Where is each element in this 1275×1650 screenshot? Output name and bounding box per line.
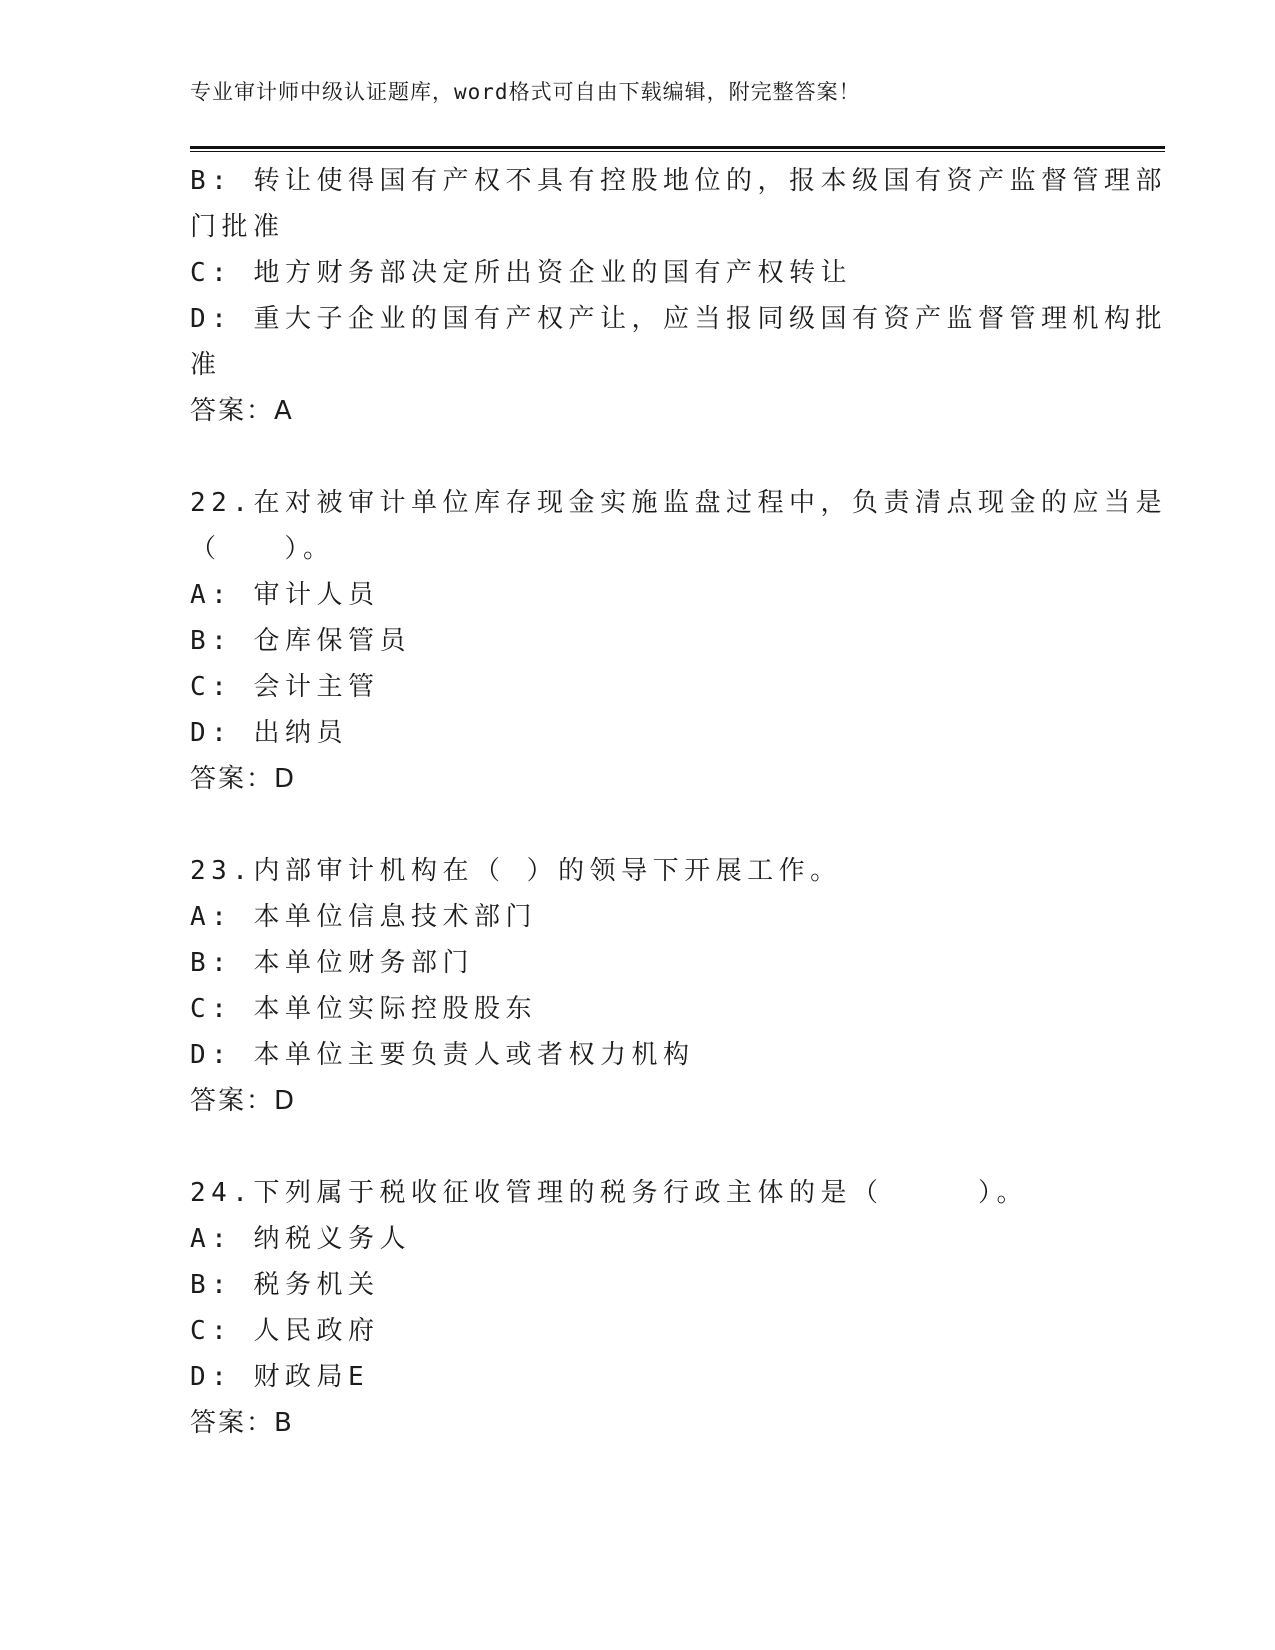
page-header: 专业审计师中级认证题库，word格式可自由下载编辑，附完整答案！ — [190, 80, 861, 104]
question-stem: 24.下列属于税收征收管理的税务行政主体的是（ ）。 — [190, 1178, 1028, 1208]
question-block — [190, 480, 1167, 802]
question-block — [190, 1170, 1090, 1446]
option-line: D: 重大子企业的国有产权产让，应当报同级国有资产监督管理机构批 — [190, 304, 1167, 334]
option-line: 门批准 — [190, 212, 285, 242]
question-stem: 22.在对被审计单位库存现金实施监盘过程中，负责清点现金的应当是 — [190, 488, 1167, 518]
answer-line: 答案：D — [190, 764, 297, 794]
option-line: D: 本单位主要负责人或者权力机构 — [190, 1040, 695, 1070]
answer-line: 答案：A — [190, 396, 294, 426]
option-line: A: 审计人员 — [190, 580, 380, 610]
option-line: B: 仓库保管员 — [190, 626, 411, 656]
question-stem: 23.内部审计机构在（ ）的领导下开展工作。 — [190, 856, 842, 886]
header-divider — [190, 146, 1165, 152]
option-line: C: 人民政府 — [190, 1316, 380, 1346]
option-line: D: 出纳员 — [190, 718, 348, 748]
option-line: D: 财政局E — [190, 1362, 370, 1392]
answer-line: 答案：B — [190, 1408, 294, 1438]
option-line: B: 转让使得国有产权不具有控股地位的，报本级国有资产监督管理部 — [190, 166, 1167, 196]
option-line: C: 地方财务部决定所出资企业的国有产权转让 — [190, 258, 852, 288]
option-line: A: 本单位信息技术部门 — [190, 902, 537, 932]
option-line: C: 本单位实际控股股东 — [190, 994, 537, 1024]
spacer — [190, 1124, 1090, 1170]
spacer — [190, 802, 1090, 848]
option-line: 准 — [190, 350, 222, 380]
question-block — [190, 158, 1167, 434]
option-line: B: 本单位财务部门 — [190, 948, 474, 978]
spacer — [190, 434, 1090, 480]
option-line: B: 税务机关 — [190, 1270, 380, 1300]
question-stem: （ ）。 — [190, 534, 335, 564]
option-line: C: 会计主管 — [190, 672, 380, 702]
option-line: A: 纳税义务人 — [190, 1224, 411, 1254]
answer-line: 答案：D — [190, 1086, 297, 1116]
document-body — [190, 158, 1167, 1446]
question-block — [190, 848, 1090, 1124]
